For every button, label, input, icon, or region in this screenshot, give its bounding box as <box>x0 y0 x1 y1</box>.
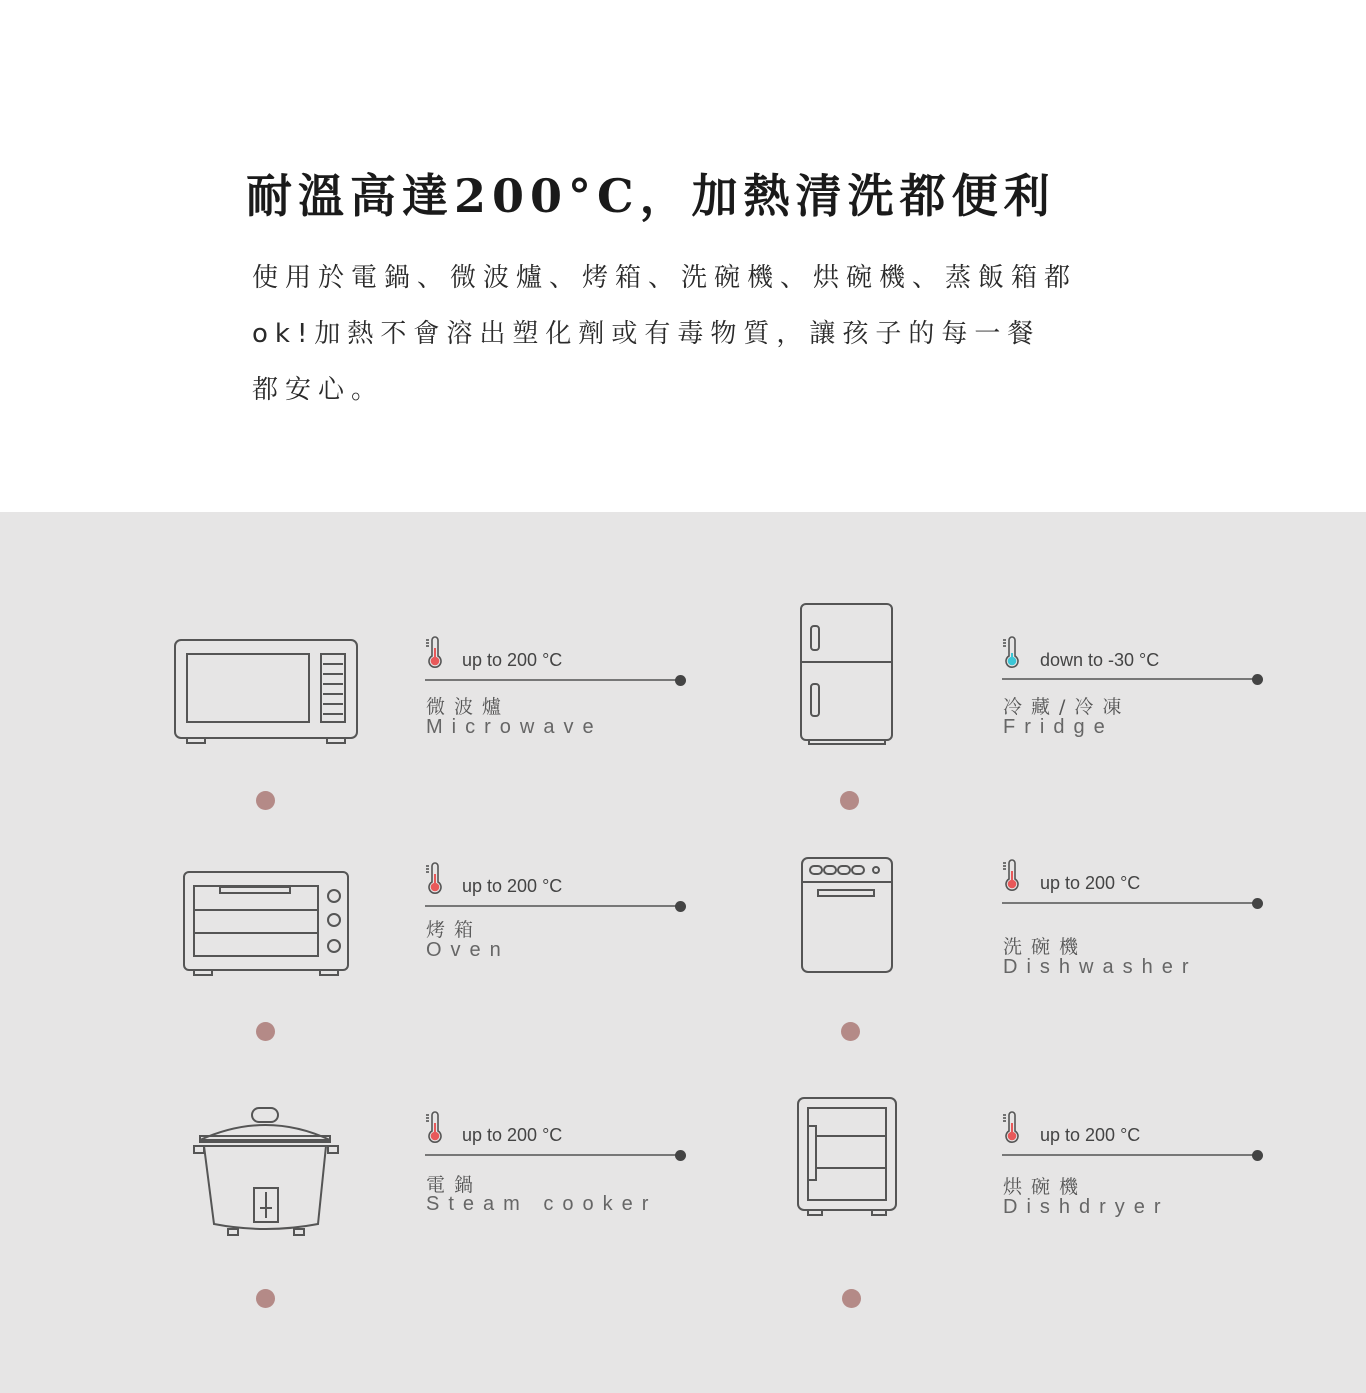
dishdryer-icon <box>796 1096 900 1218</box>
temperature-label: up to 200 °C <box>462 876 563 896</box>
steam-cooker-icon <box>192 1106 340 1238</box>
appliance-name-zh: 烤箱 <box>426 919 483 941</box>
accent-dot <box>841 1022 860 1041</box>
appliance-name-en: Dishwasher <box>1003 956 1198 978</box>
line-end-dot <box>675 1150 686 1161</box>
line-end-dot <box>1252 1150 1263 1161</box>
temperature-label: up to 200 °C <box>1040 873 1141 893</box>
appliance-name-zh: 洗碗機 <box>1003 936 1088 958</box>
accent-dot <box>840 791 859 810</box>
temperature-label: up to 200 °C <box>1040 1125 1141 1145</box>
divider-line <box>425 679 681 681</box>
accent-dot <box>256 1289 275 1308</box>
line-end-dot <box>1252 674 1263 685</box>
appliance-name-en: Fridge <box>1003 716 1114 738</box>
dishwasher-icon <box>800 856 896 976</box>
fridge-icon <box>799 602 895 746</box>
oven-icon <box>182 870 352 980</box>
description-line: ok!加熱不會溶出塑化劑或有毒物質，讓孩子的每一餐 <box>252 319 1041 349</box>
line-end-dot <box>1252 898 1263 909</box>
line-end-dot <box>675 675 686 686</box>
divider-line <box>425 905 681 907</box>
appliance-name-zh: 冷藏/冷凍 <box>1003 696 1131 718</box>
line-end-dot <box>675 901 686 912</box>
page-title: 耐溫高達200°C，加熱清洗都便利 <box>246 169 1056 223</box>
appliance-name-en: Dishdryer <box>1003 1196 1170 1218</box>
thermometer-icon <box>1002 1111 1022 1145</box>
divider-line <box>1002 902 1258 904</box>
thermometer-icon <box>425 862 445 896</box>
temperature-label: down to -30 °C <box>1040 650 1160 670</box>
thermometer-icon <box>1002 859 1022 893</box>
description-line: 都安心。 <box>252 375 385 405</box>
intro-section <box>0 0 1366 512</box>
accent-dot <box>256 1022 275 1041</box>
appliance-name-zh: 烘碗機 <box>1003 1176 1088 1198</box>
temperature-label: up to 200 °C <box>462 650 563 670</box>
appliance-name-en: Oven <box>426 939 510 961</box>
thermometer-icon <box>425 1111 445 1145</box>
appliance-name-zh: 電鍋 <box>426 1174 483 1196</box>
accent-dot <box>842 1289 861 1308</box>
divider-line <box>425 1154 681 1156</box>
appliance-name-zh: 微波爐 <box>426 696 511 718</box>
appliance-name-en: Microwave <box>426 716 603 738</box>
accent-dot <box>256 791 275 810</box>
description-line: 使用於電鍋、微波爐、烤箱、洗碗機、烘碗機、蒸飯箱都 <box>252 263 1078 293</box>
divider-line <box>1002 678 1258 680</box>
thermometer-icon <box>1002 636 1022 670</box>
microwave-icon <box>173 638 359 746</box>
appliance-name-en: Steam cooker <box>426 1193 658 1215</box>
thermometer-icon <box>425 636 445 670</box>
description <box>252 250 1122 418</box>
divider-line <box>1002 1154 1258 1156</box>
temperature-label: up to 200 °C <box>462 1125 563 1145</box>
